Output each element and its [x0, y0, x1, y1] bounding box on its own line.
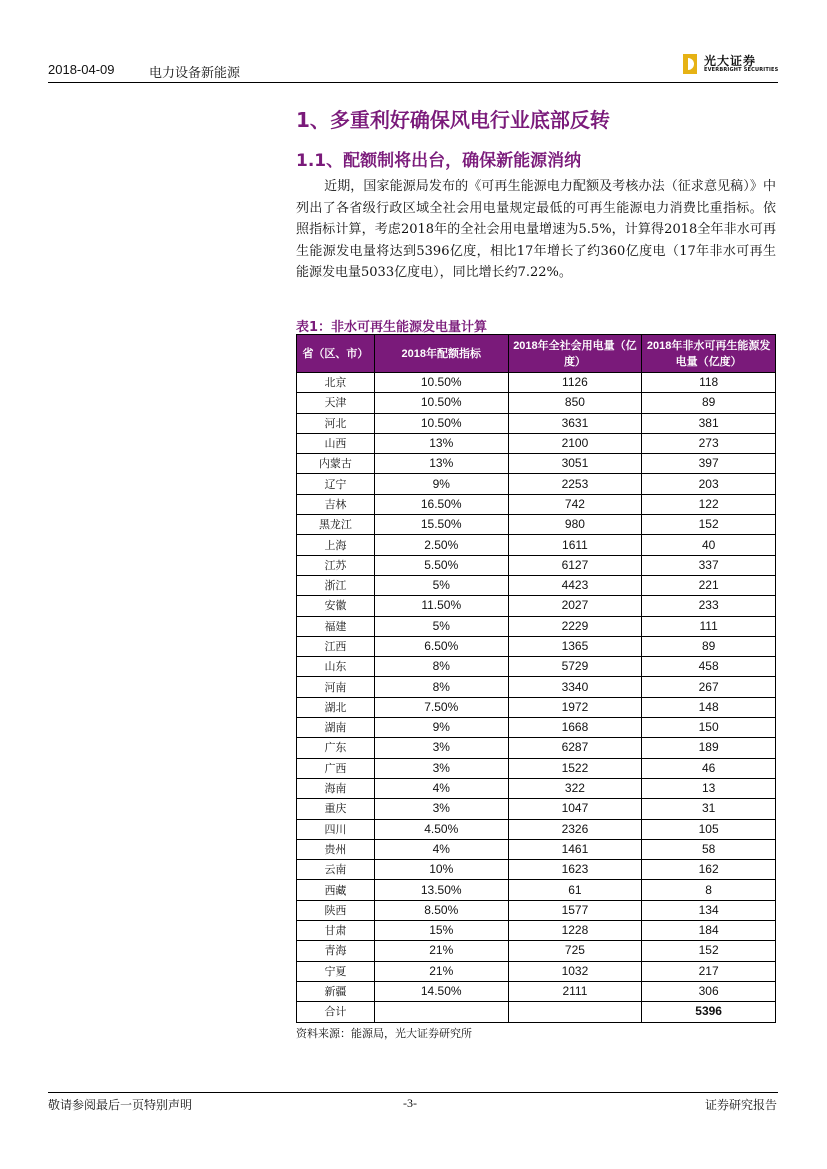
cell-province: 北京 [297, 373, 375, 393]
cell-generation: 89 [642, 636, 776, 656]
cell-quota: 4% [374, 778, 508, 798]
cell-province: 陕西 [297, 900, 375, 920]
table-row [297, 697, 776, 717]
cell-quota: 21% [374, 961, 508, 981]
total-consumption [508, 1002, 642, 1022]
column-header-consumption: 2018年全社会用电量（亿度） [508, 335, 642, 373]
cell-consumption: 3051 [508, 454, 642, 474]
cell-quota: 2.50% [374, 535, 508, 555]
cell-generation: 40 [642, 535, 776, 555]
cell-generation: 118 [642, 373, 776, 393]
cell-generation: 203 [642, 474, 776, 494]
cell-generation: 31 [642, 799, 776, 819]
table-row [297, 941, 776, 961]
cell-quota: 16.50% [374, 494, 508, 514]
cell-province: 重庆 [297, 799, 375, 819]
cell-generation: 58 [642, 839, 776, 859]
cell-generation: 267 [642, 677, 776, 697]
cell-consumption: 725 [508, 941, 642, 961]
logo-brand-en: EVERBRIGHT SECURITIES [704, 67, 779, 73]
cell-province: 安徽 [297, 596, 375, 616]
cell-province: 湖北 [297, 697, 375, 717]
cell-quota: 10.50% [374, 393, 508, 413]
column-header-province: 省（区、市） [297, 335, 375, 373]
cell-quota: 8% [374, 657, 508, 677]
cell-consumption: 1126 [508, 373, 642, 393]
cell-province: 江苏 [297, 555, 375, 575]
cell-generation: 148 [642, 697, 776, 717]
cell-province: 黑龙江 [297, 515, 375, 535]
table-row [297, 921, 776, 941]
table-row [297, 657, 776, 677]
cell-consumption: 1972 [508, 697, 642, 717]
section-title: 1、多重利好确保风电行业底部反转 [296, 108, 610, 132]
cell-consumption: 1228 [508, 921, 642, 941]
cell-generation: 306 [642, 981, 776, 1001]
table-row [297, 738, 776, 758]
subsection-title: 1.1、配额制将出台，确保新能源消纳 [296, 151, 582, 171]
cell-generation: 458 [642, 657, 776, 677]
cell-consumption: 1032 [508, 961, 642, 981]
table-row [297, 758, 776, 778]
table-row [297, 373, 776, 393]
table-row [297, 819, 776, 839]
footer-divider [48, 1092, 778, 1093]
cell-quota: 10.50% [374, 373, 508, 393]
cell-generation: 162 [642, 860, 776, 880]
cell-consumption: 742 [508, 494, 642, 514]
table-row [297, 677, 776, 697]
cell-province: 吉林 [297, 494, 375, 514]
cell-province: 江西 [297, 636, 375, 656]
page-number: -3- [403, 1096, 417, 1110]
cell-consumption: 1577 [508, 900, 642, 920]
cell-generation: 217 [642, 961, 776, 981]
cell-consumption: 2111 [508, 981, 642, 1001]
cell-consumption: 5729 [508, 657, 642, 677]
cell-province: 新疆 [297, 981, 375, 1001]
cell-consumption: 2229 [508, 616, 642, 636]
cell-quota: 9% [374, 474, 508, 494]
logo-icon [683, 54, 697, 74]
cell-consumption: 2100 [508, 433, 642, 453]
cell-province: 辽宁 [297, 474, 375, 494]
cell-generation: 273 [642, 433, 776, 453]
cell-province: 山东 [297, 657, 375, 677]
table-row [297, 474, 776, 494]
cell-province: 广东 [297, 738, 375, 758]
cell-consumption: 1611 [508, 535, 642, 555]
cell-generation: 221 [642, 575, 776, 595]
cell-generation: 189 [642, 738, 776, 758]
cell-consumption: 2253 [508, 474, 642, 494]
cell-quota: 3% [374, 799, 508, 819]
cell-quota: 4% [374, 839, 508, 859]
table-row [297, 718, 776, 738]
cell-generation: 122 [642, 494, 776, 514]
cell-province: 福建 [297, 616, 375, 636]
cell-quota: 13% [374, 454, 508, 474]
cell-province: 上海 [297, 535, 375, 555]
table-row [297, 961, 776, 981]
cell-consumption: 61 [508, 880, 642, 900]
table-row [297, 454, 776, 474]
cell-province: 西藏 [297, 880, 375, 900]
cell-generation: 152 [642, 941, 776, 961]
total-generation: 5396 [642, 1002, 776, 1022]
cell-generation: 337 [642, 555, 776, 575]
cell-quota: 15% [374, 921, 508, 941]
table-row [297, 616, 776, 636]
cell-quota: 13% [374, 433, 508, 453]
cell-generation: 111 [642, 616, 776, 636]
table-header-row [297, 335, 776, 373]
cell-consumption: 322 [508, 778, 642, 798]
table-row [297, 393, 776, 413]
table-row [297, 860, 776, 880]
cell-generation: 8 [642, 880, 776, 900]
cell-province: 内蒙古 [297, 454, 375, 474]
table-row [297, 535, 776, 555]
cell-quota: 3% [374, 758, 508, 778]
cell-consumption: 2326 [508, 819, 642, 839]
page-header [48, 58, 778, 82]
cell-quota: 11.50% [374, 596, 508, 616]
cell-province: 青海 [297, 941, 375, 961]
table-row [297, 515, 776, 535]
table-caption: 表1：非水可再生能源发电量计算 [296, 320, 488, 335]
cell-province: 贵州 [297, 839, 375, 859]
cell-consumption: 4423 [508, 575, 642, 595]
cell-consumption: 1623 [508, 860, 642, 880]
cell-generation: 105 [642, 819, 776, 839]
body-paragraph [296, 176, 776, 284]
table-row [297, 555, 776, 575]
table-source: 资料来源：能源局，光大证券研究所 [296, 1027, 472, 1040]
column-header-generation: 2018年非水可再生能源发电量（亿度） [642, 335, 776, 373]
cell-province: 广西 [297, 758, 375, 778]
cell-quota: 6.50% [374, 636, 508, 656]
table-row [297, 433, 776, 453]
footer-disclaimer: 敬请参阅最后一页特别声明 [48, 1098, 193, 1112]
cell-consumption: 6127 [508, 555, 642, 575]
cell-generation: 233 [642, 596, 776, 616]
cell-generation: 13 [642, 778, 776, 798]
cell-province: 宁夏 [297, 961, 375, 981]
cell-consumption: 3340 [508, 677, 642, 697]
cell-quota: 5% [374, 616, 508, 636]
cell-province: 河北 [297, 413, 375, 433]
cell-generation: 89 [642, 393, 776, 413]
table-row [297, 839, 776, 859]
table-row [297, 778, 776, 798]
cell-consumption: 850 [508, 393, 642, 413]
cell-consumption: 1365 [508, 636, 642, 656]
report-sector: 电力设备新能源 [149, 66, 241, 81]
table-total-row [297, 1002, 776, 1022]
cell-quota: 9% [374, 718, 508, 738]
table-row [297, 880, 776, 900]
cell-province: 海南 [297, 778, 375, 798]
table-row [297, 900, 776, 920]
cell-generation: 150 [642, 718, 776, 738]
cell-province: 天津 [297, 393, 375, 413]
quota-table [296, 334, 776, 1023]
cell-quota: 15.50% [374, 515, 508, 535]
cell-generation: 134 [642, 900, 776, 920]
table-row [297, 494, 776, 514]
cell-quota: 14.50% [374, 981, 508, 1001]
company-logo [683, 52, 778, 78]
cell-quota: 10% [374, 860, 508, 880]
cell-consumption: 3631 [508, 413, 642, 433]
cell-quota: 13.50% [374, 880, 508, 900]
table-row [297, 413, 776, 433]
cell-quota: 3% [374, 738, 508, 758]
header-divider [48, 82, 778, 83]
cell-consumption: 1522 [508, 758, 642, 778]
cell-province: 河南 [297, 677, 375, 697]
cell-consumption: 1668 [508, 718, 642, 738]
cell-generation: 381 [642, 413, 776, 433]
cell-quota: 5.50% [374, 555, 508, 575]
cell-quota: 8.50% [374, 900, 508, 920]
cell-generation: 184 [642, 921, 776, 941]
cell-consumption: 1461 [508, 839, 642, 859]
column-header-quota: 2018年配额指标 [374, 335, 508, 373]
cell-province: 浙江 [297, 575, 375, 595]
cell-province: 四川 [297, 819, 375, 839]
table-row [297, 799, 776, 819]
cell-consumption: 980 [508, 515, 642, 535]
cell-quota: 10.50% [374, 413, 508, 433]
cell-consumption: 1047 [508, 799, 642, 819]
cell-quota: 5% [374, 575, 508, 595]
cell-quota: 4.50% [374, 819, 508, 839]
table-row [297, 575, 776, 595]
total-label: 合计 [297, 1002, 375, 1022]
total-quota [374, 1002, 508, 1022]
cell-consumption: 6287 [508, 738, 642, 758]
cell-quota: 7.50% [374, 697, 508, 717]
report-date: 2018-04-09 [48, 62, 115, 77]
cell-province: 山西 [297, 433, 375, 453]
cell-province: 甘肃 [297, 921, 375, 941]
table-row [297, 596, 776, 616]
table-row [297, 981, 776, 1001]
cell-generation: 152 [642, 515, 776, 535]
cell-province: 云南 [297, 860, 375, 880]
cell-generation: 397 [642, 454, 776, 474]
footer-report-type: 证券研究报告 [705, 1098, 778, 1112]
cell-consumption: 2027 [508, 596, 642, 616]
table-body [297, 373, 776, 1002]
logo-brand-cn: 光大证券 [704, 54, 757, 68]
cell-generation: 46 [642, 758, 776, 778]
cell-province: 湖南 [297, 718, 375, 738]
table-row [297, 636, 776, 656]
cell-quota: 8% [374, 677, 508, 697]
body-paragraph-text: 近期，国家能源局发布的《可再生能源电力配额及考核办法（征求意见稿）》中列出了各省级行政区域全社会用电量规定最低的可再生能源电力消费比重指标。依照指标计算，考虑2018年的全社会用电量增速为5.5%，计算得2018全年非水可再生能源发电量将达到5396亿度，相比17年增长了约360亿度电（17年非水可再生能源发电量5033亿度电），同比增长约7.22%。 [296, 179, 776, 280]
cell-quota: 21% [374, 941, 508, 961]
